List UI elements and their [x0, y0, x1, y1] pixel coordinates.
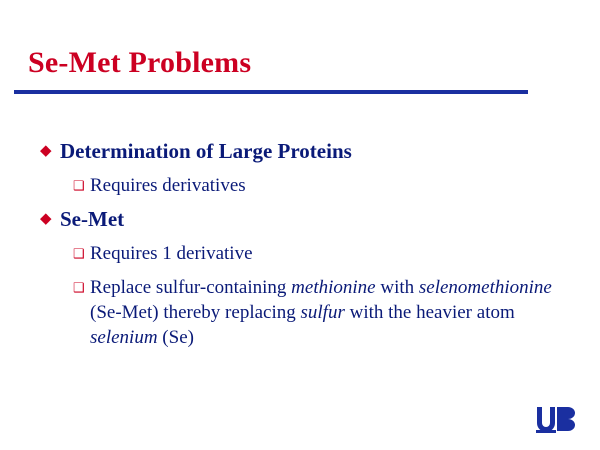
square-bullet-icon: ❑: [73, 280, 85, 295]
diamond-bullet-icon: ◆: [40, 143, 52, 159]
square-bullet-icon: ❑: [73, 246, 85, 261]
slide-body: [40, 130, 570, 350]
list-item-label: Requires derivatives: [90, 175, 246, 196]
title-divider: [14, 90, 528, 94]
diamond-bullet-icon: ◆: [40, 211, 52, 227]
list-item-label: Requires 1 derivative: [90, 243, 253, 264]
ub-logo: [534, 404, 578, 434]
square-bullet-icon: ❑: [73, 178, 85, 193]
list-item-rich-label: Replace sulfur-containing methionine with selenomethionine (Se-Met) thereby replacing sulfur with the heavier atom selenium (Se): [90, 277, 552, 348]
list-item: [73, 173, 570, 198]
page-title: Se-Met Problems: [28, 46, 252, 79]
list-item: [40, 138, 570, 164]
list-item-label: Determination of Large Proteins: [60, 139, 352, 163]
list-item-label: Se-Met: [60, 207, 125, 231]
list-item: [73, 241, 570, 266]
list-item: [73, 275, 570, 350]
list-item: [40, 206, 570, 232]
